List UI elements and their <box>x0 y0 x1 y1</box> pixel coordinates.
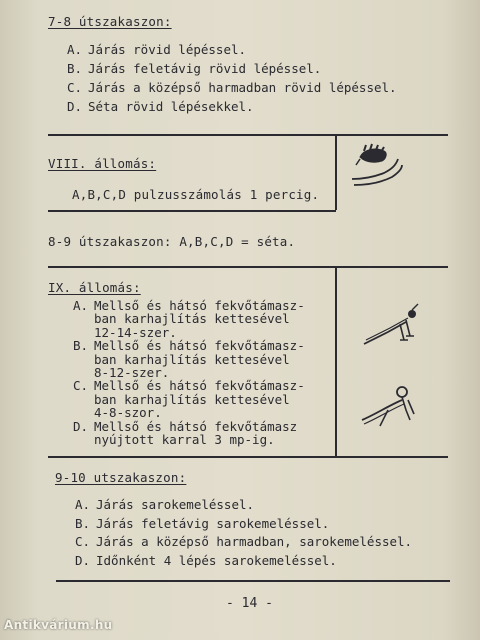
pushup-figure-drawing <box>360 300 430 350</box>
item-letter: D. <box>66 99 82 114</box>
station-9-list <box>48 299 305 446</box>
list-item <box>66 552 412 571</box>
item-letter: D. <box>74 552 90 568</box>
item-letter: C. <box>66 80 82 95</box>
list-item <box>58 40 397 59</box>
item-line: Mellső és hátsó fekvőtámasz- <box>94 378 305 394</box>
column-divider <box>335 134 337 210</box>
item-line: Mellső és hátsó fekvőtámasz <box>94 418 298 434</box>
item-letter: A. <box>74 497 90 512</box>
divider <box>48 266 448 268</box>
item-text: Járás rövid lépéssel. <box>88 42 247 57</box>
item-letter: A. <box>72 298 88 313</box>
list-item <box>48 339 305 379</box>
item-line: ban karhajlítás kettesével <box>94 391 290 407</box>
item-letter: B. <box>74 515 90 531</box>
item-line: ban karhajlítás kettesével <box>94 311 290 327</box>
list-item <box>58 78 397 97</box>
list-item <box>66 515 412 534</box>
item-text <box>94 420 297 447</box>
section-9-10-heading: 9-10 utszakaszon: <box>55 470 187 485</box>
item-text: Járás a középső harmadban rövid lépéssel. <box>88 80 397 95</box>
item-letter: B. <box>72 338 88 354</box>
item-text: Időnként 4 lépés sarokemeléssel. <box>96 552 337 568</box>
page-number: - 14 - <box>226 596 273 611</box>
divider <box>48 134 448 136</box>
list-item <box>58 59 397 78</box>
section-7-8-heading: 7-8 útszakaszon: <box>48 14 172 29</box>
list-item <box>48 420 305 447</box>
item-text <box>94 299 305 339</box>
wrist-pulse-drawing <box>350 143 410 188</box>
section-9-10-list <box>66 496 412 570</box>
divider <box>48 456 448 458</box>
item-text: Járás sarokemeléssel. <box>96 497 255 512</box>
item-line: Mellső és hátsó fekvőtámasz- <box>94 298 305 313</box>
section-8-9-text: 8-9 útszakaszon: A,B,C,D = séta. <box>48 234 296 249</box>
item-line: 8-12-szer. <box>94 365 170 381</box>
divider <box>56 580 450 582</box>
column-divider <box>335 266 337 456</box>
item-letter: C. <box>74 534 90 549</box>
back-support-figure-drawing <box>358 380 428 430</box>
item-text: Séta rövid lépésekkel. <box>88 99 254 114</box>
item-line: ban karhajlítás kettesével <box>94 351 290 367</box>
item-line: nyújtott karral 3 mp-ig. <box>94 432 275 448</box>
item-line: Mellső és hátsó fekvőtámasz- <box>94 338 305 354</box>
station-9-heading: IX. állomás: <box>48 280 141 295</box>
list-item <box>48 379 305 419</box>
list-item <box>66 496 412 515</box>
item-text: Járás feletávig sarokemeléssel. <box>96 515 330 531</box>
station-8-text: A,B,C,D pulzusszámolás 1 percig. <box>72 187 320 202</box>
item-text: Járás feletávig rövid lépéssel. <box>88 61 322 76</box>
item-line: 12-14-szer. <box>94 324 177 340</box>
watermark: Antikvárium.hu <box>4 618 113 632</box>
item-line: 4-8-szor. <box>94 405 162 421</box>
section-7-8-list <box>58 40 397 116</box>
item-text <box>94 339 305 379</box>
list-item <box>48 299 305 339</box>
station-8-heading: VIII. állomás: <box>48 156 157 171</box>
list-item <box>66 533 412 552</box>
item-text: Járás a középső harmadban, sarokemeléssel. <box>96 534 413 549</box>
item-text <box>94 379 305 419</box>
item-letter: C. <box>72 378 88 394</box>
item-letter: B. <box>66 61 82 76</box>
item-letter: A. <box>66 42 82 57</box>
list-item <box>58 97 397 116</box>
divider <box>48 210 336 212</box>
item-letter: D. <box>72 418 88 434</box>
